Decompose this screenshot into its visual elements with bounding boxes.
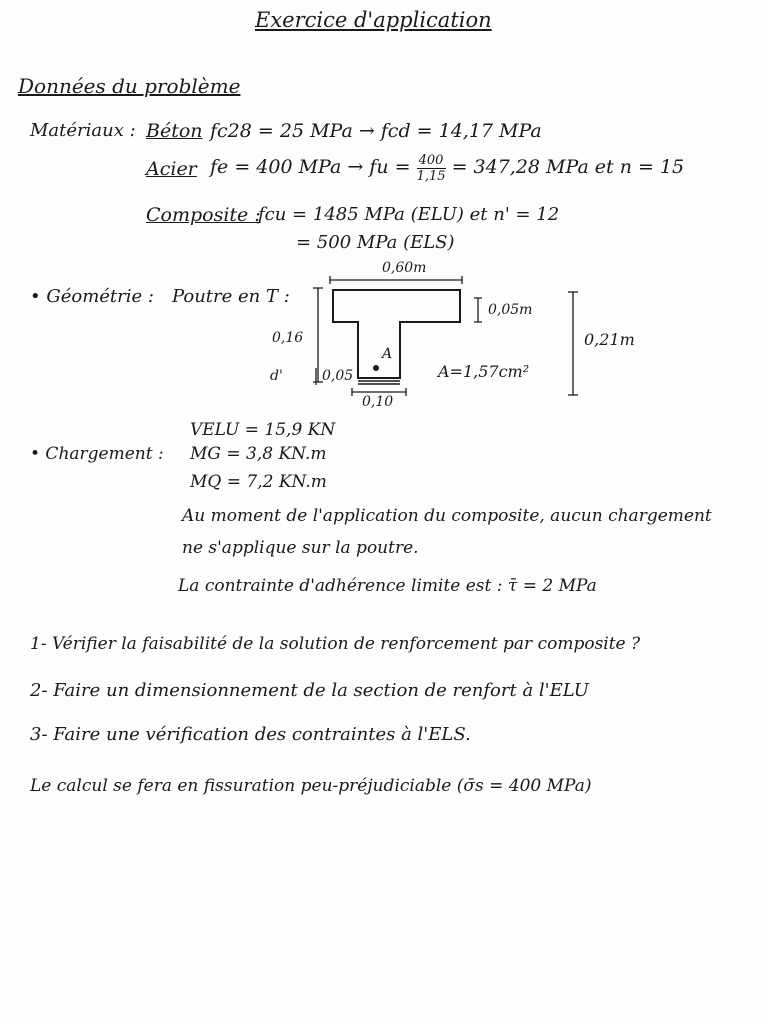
loading-label: • Chargement :: [30, 444, 164, 464]
question-1: 1- Vérifier la faisabilité de la solution de renforcement par composite ?: [30, 634, 641, 654]
acier-fe: fe = 400 MPa → fu =: [210, 156, 411, 178]
question-3: 3- Faire une vérification des contraintes à l'ELS.: [30, 724, 471, 745]
composite-elu: fcu = 1485 MPa (ELU) et n' = 12: [258, 204, 560, 225]
area-label: A=1,57cm²: [438, 362, 530, 381]
loading-note-line1: Au moment de l'application du composite, aucun chargement: [182, 506, 712, 526]
acier-result: = 347,28 MPa et n = 15: [451, 156, 685, 178]
geometry-desc: Poutre en T :: [172, 286, 290, 307]
mg-value: MG = 3,8 KN.m: [190, 444, 327, 464]
dim-d-label: d': [270, 368, 283, 384]
final-note: Le calcul se fera en fissuration peu-préjudiciable (σ̄s = 400 MPa): [30, 776, 592, 796]
composite-label: Composite :: [146, 204, 261, 226]
acier-label: Acier: [146, 158, 197, 180]
dim-cover-label: 0,05: [322, 368, 354, 384]
acier-frac-den: 1,15: [416, 168, 446, 184]
dim-total-label: 0,21m: [584, 330, 635, 349]
page-title: Exercice d'application: [255, 8, 492, 32]
dim-width-label: 0,60m: [382, 260, 427, 276]
loading-note-line2: ne s'applique sur la poutre.: [182, 538, 419, 558]
composite-els: = 500 MPa (ELS): [296, 232, 455, 253]
geometry-label: • Géométrie :: [30, 286, 154, 307]
composite-strip: [358, 381, 400, 384]
acier-frac-num: 400: [417, 153, 446, 169]
dim-web-height-label: 0,16: [272, 330, 304, 346]
velu-value: VELU = 15,9 KN: [190, 420, 336, 440]
dim-web-width-label: 0,10: [362, 394, 394, 410]
steel-bar-point: [373, 365, 379, 371]
beton-formula: fc28 = 25 MPa → fcd = 14,17 MPa: [210, 120, 542, 142]
mq-value: MQ = 7,2 KN.m: [190, 472, 327, 492]
point-a-label: A: [382, 346, 393, 362]
question-2: 2- Faire un dimensionnement de la section de renfort à l'ELU: [30, 680, 589, 701]
section-heading: Données du problème: [18, 74, 241, 98]
dim-flange-label: 0,05m: [488, 302, 533, 318]
adhesion-stress: La contrainte d'adhérence limite est : τ̄ = 2 MPa: [178, 576, 597, 596]
materials-label: Matériaux :: [30, 120, 136, 141]
beton-label: Béton: [146, 120, 203, 142]
